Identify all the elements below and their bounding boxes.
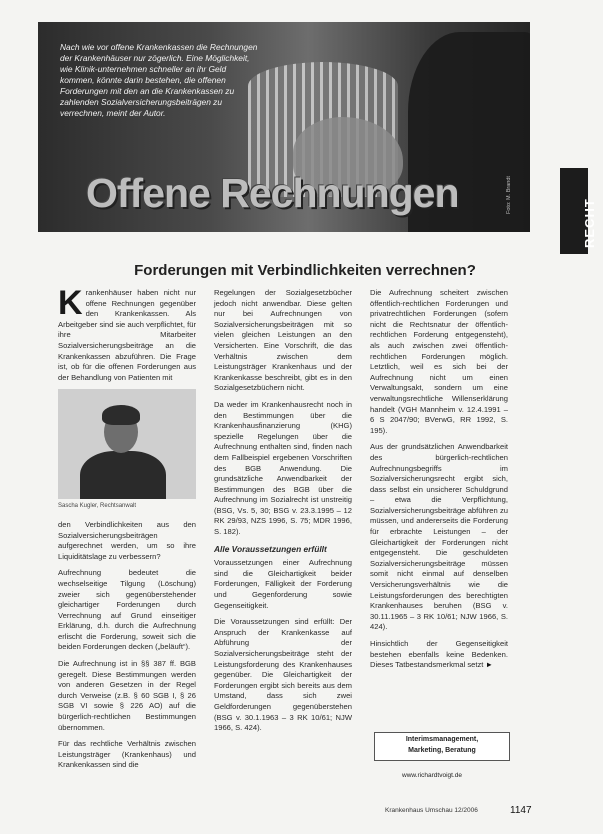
- paragraph-text: rankenhäuser haben nicht nur offene Rechnungen gegenüber den Krankenkassen. Als Arbeitgeber sind sie auch verpflichtet, für ihre Mitarbeiter Sozialversicherungsbeiträge an die Krankenkassen abzuführen. Die Frage ist, ob für die offenen Forderungen aus der Behandlung von Patienten mit: [58, 288, 196, 382]
- ad-url-link[interactable]: www.richardtvoigt.de: [402, 772, 462, 779]
- paragraph: Da weder im Krankenhausrecht noch in den Bestimmungen über die Krankenhausfinanzierung (KHG) spezielle Regelungen über die Aufrechnung enthalten sind, finden nach dem Fallbeispiel ergebenen Vorschriften des BGB Anwendung. Die grundsätzliche Anwendbarkeit der Bestimmungen des BGB über die Aufrechnung im Sozialrecht ist unstreitig (BSG, Vs. 5, 30; BSG v. 23.3.1995 – 12 RK 29/93, NZS 1996, S. 75; MDR 1996, S. 182).: [214, 399, 352, 537]
- page-number: 1147: [510, 805, 532, 816]
- ad-line-2: Marketing, Beratung: [408, 747, 476, 754]
- paragraph: Regelungen der Sozialgesetzbücher jedoch nicht anwendbar. Diese gelten nur bei Aufrechnungen von Sozialversicherungsbeiträgen mit so vielen gleichen Leistungen an den Versicherten. Eine Vorschrift, die das Verhältnis zwischen dem Leistungsträger Krankenhaus und der Krankenkasse beschreibt, gibt es in den Sozialgesetzbüchern nicht.: [214, 288, 352, 393]
- dropcap: K: [58, 284, 83, 322]
- section-tab: [560, 168, 597, 254]
- footer-journal: Krankenhaus Umschau 12/2006: [385, 807, 478, 814]
- paragraph: [370, 639, 508, 671]
- paragraph: Voraussetzungen einer Aufrechnung sind die Gleichartigkeit beider Forderungen, Fälligkeit der Forderung und Gegenforderung sowie Gegenseitigkeit.: [214, 558, 352, 610]
- paragraph: [58, 284, 196, 383]
- article-headline: Forderungen mit Verbindlichkeiten verrechnen?: [134, 262, 476, 279]
- paragraph: Die Aufrechnung ist in §§ 387 ff. BGB geregelt. Diese Bestimmungen werden von anderen Gesetzen in der Regel durch Verweise (z.B. § 60 SGB I, § 26 SGB VI sowie § 226 AO) auf die bürgerlich-rechtlichen Bestimmungen übernommen.: [58, 659, 196, 732]
- paragraph: Für das rechtliche Verhältnis zwischen Leistungsträger (Krankenhaus) und Krankenkassen sind die: [58, 739, 196, 770]
- portrait-torso: [80, 451, 166, 499]
- paragraph: den Verbindlichkeiten aus den Sozialversicherungsbeiträgen aufgerechnet werden, um so ihre Liquiditätslage zu verbessern?: [58, 519, 196, 561]
- subheading: Alle Voraussetzungen erfüllt: [214, 543, 327, 554]
- page-title: Offene Rechnungen: [86, 170, 459, 216]
- paragraph: Aus der grundsätzlichen Anwendbarkeit des bürgerlich-rechtlichen Aufrechnungsbegriffs im Sozialversicherungsrecht ergibt sich, dass selbst ein unsicherer Schuldgrund – etwa die Verpflichtung, Sozialversicherungsbeiträge abführen zu müssen, und andererseits die Forderung für erbrachte Leistungen – der Gleichartigkeit der Forderungen nicht entgegensteht. Die geschuldeten Sozialversicherungsbeiträge müssen somit nicht einmal auf denselben Versicherungsverhältnis wie die Leistungsforderungen des berechtigten Krankenhauses beruhen (BSG v. 30.11.1965 – 3 RK 10/61; NJW 1966, S. 424).: [370, 442, 508, 632]
- hero-caption: Nach wie vor offene Krankenkassen die Rechnungen der Krankenhäuser nur zögerlich. Eine Möglichkeit, wie Klinik-unternehmen schneller an ihr Geld kommen, könnte darin bestehen, die offenen Forderungen mit den an die Krankenkassen zu zahlenden Sozialversicherungsbeiträgen zu verrechnen, meint der Autor.: [60, 42, 258, 118]
- paragraph-text: Hinsichtlich der Gegenseitigkeit bestehen ebenfalls keine Bedenken. Dieses Tatbestandsmerkmal setzt: [370, 639, 508, 670]
- advertisement-box: [374, 732, 510, 761]
- paragraph: Die Aufrechnung scheitert zwischen öffentlich-rechtlichen Forderungen und privatrechtlichen Forderungen (sofern nicht die Rechtsnatur der öffentlich-rechtlichen Forderung entgegensteht), als auch zwischen zwei öffentlich-rechtlichen Forderungen möglich. Letztlich, weil es sich bei der Aufrechnung nicht um einen Verwaltungsakt, sondern um eine verwaltungsrechtliche Willenserklärung handelt (VGH Mannheim v. 12.4.1991 – 6 S 2047/90; BVerwG, RR 1992, S. 195).: [370, 288, 508, 435]
- portrait-hair: [102, 405, 140, 425]
- column-3: [370, 288, 508, 677]
- paragraph: Die Voraussetzungen sind erfüllt: Der Anspruch der Krankenkasse auf Abführung der Sozialversicherungsbeiträge steht der Leistungsforderung des Krankenhauses gegenüber. Die Gleichartigkeit der Forderungen ergibt sich bereits aus dem Umstand, dass sich zwei Geldforderungen gegenüberstehen (BSG v. 30.1.1963 – 3 RK 10/61; NJW 1966, S. 424).: [214, 617, 352, 733]
- column-1: [58, 284, 196, 777]
- ad-line-1: Interimsmanagement,: [405, 736, 479, 743]
- column-2: [214, 288, 352, 740]
- section-tab-label: RECHT: [582, 198, 597, 248]
- author-caption: Sascha Kugler, Rechtsanwalt: [58, 503, 137, 510]
- paragraph: Aufrechnung bedeutet die wechselseitige Tilgung (Löschung) zweier sich gegenüberstehender gleichartiger Forderungen durch Verrechnung auf Grund einseitiger Erklärung, d.h. durch die Aufrechnung erlischt die Forderung, soweit sich die beiden Forderungen decken („beläuft“).: [58, 568, 196, 652]
- continue-arrow-icon: ►: [485, 660, 494, 670]
- author-photo: [58, 389, 196, 499]
- photo-credit: Foto: M. Brandt: [506, 176, 512, 214]
